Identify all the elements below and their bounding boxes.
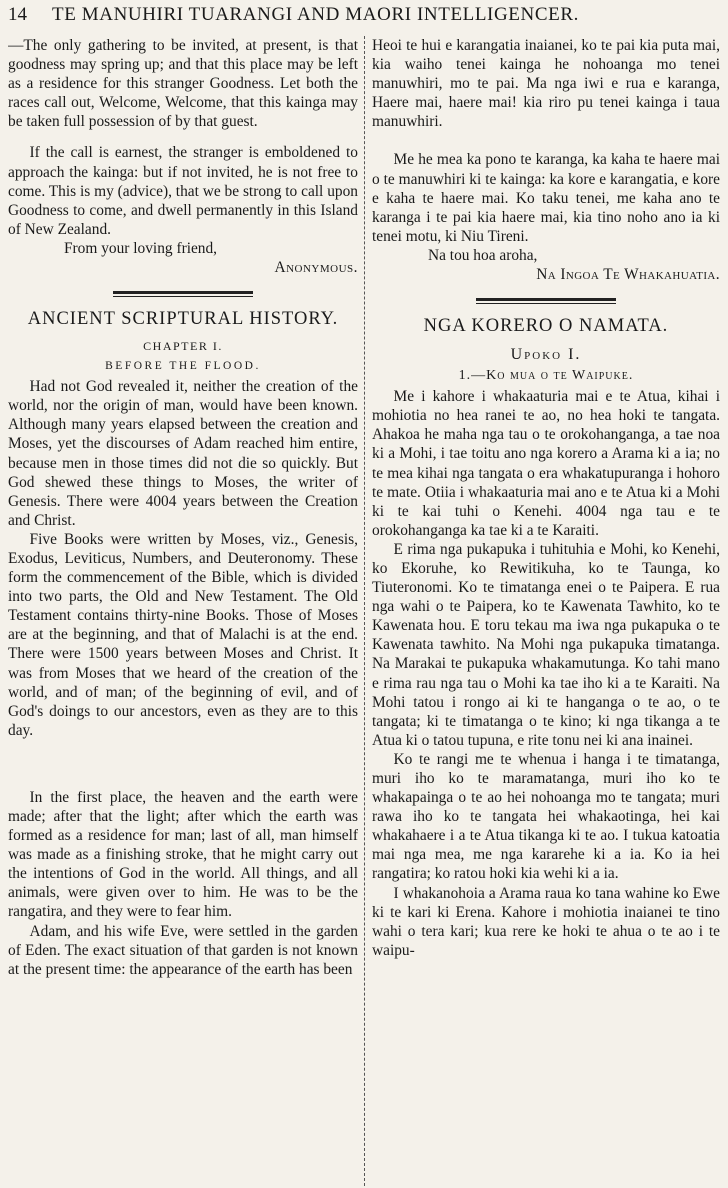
closing-mi: Na tou hoa aroha, <box>428 246 538 264</box>
subtitle-mi: 1.—Ko mua o te Waipuke. <box>458 368 634 384</box>
section-divider-mi <box>476 298 615 304</box>
column-divider <box>364 36 365 1186</box>
body-paragraph-mi-4: I whakanohoia a Arama raua ko tana wahine ko Ewe ki te kari ki Erena. Kahore i mohiotia inaianei te tino wahi o tera kari; kua rere ke hoki te ahua o te ao i te waipu- <box>372 884 720 959</box>
body-paragraph-en-2: Five Books were written by Moses, viz., Genesis, Exodus, Leviticus, Numbers, and Deuteronomy. These form the commencement of the Bible, which is divided into two parts, the Old and New Testament. The Old Testament contains thirty-nine Books. Those of Moses are at the beginning, and that of Malachi is at the end. There were 1500 years between Moses and Christ. It was from Moses that we heard of the creation of the world, and of man; of the beginning of evil, and of God's doings to our ancestors, even as they are to this day. <box>8 530 358 739</box>
body-paragraph-en-3: In the first place, the heaven and the earth were made; after that the light; after which the earth was formed as a residence for man; last of all, man himself was made as a finishing stroke, that he might carry out the intentions of God in the world. All things, and all animals, were given over to him. He was to be the rangatira, and they were to fear him. <box>8 788 358 921</box>
body-paragraph-en-1: Had not God revealed it, neither the creation of the world, nor the origin of man, would have been known. Although many years elapsed between the creation and Moses, yet the discourses of Adam reached him entire, because men in those times did not die so quickly. But God shewed these things to Moses, the writer of Genesis. There were 4004 years between the Creation and Christ. <box>8 378 358 529</box>
section-divider-en <box>113 291 253 297</box>
body-paragraph-mi-3: Ko te rangi me te whenua i hanga i te timatanga, muri iho ko te maramatanga, muri iho ko te whakapainga o te ao hei nohoanga mo te tangata; muri rawa iho ko te tangata hei whakaotinga, hei kai whakahaere i a te Atua tikanga ki te ao. I tukua katoatia mai nga mea, me nga kararehe ki a ia. Ko ia hei rangatira; ko ratou hoki kia wehi ki a ia. <box>372 750 720 883</box>
body-paragraph-en-4: Adam, and his wife Eve, were settled in the garden of Eden. The exact situation of that garden is not known at the present time: the appearance of the earth has been <box>8 922 358 978</box>
intro-paragraph-en-2: If the call is earnest, the stranger is emboldened to approach the kainga: but if not invited, he is not free to come. This is my (advice), that we be strong to call upon Goodness to come, and dwell permanently in this Island of New Zealand. <box>8 144 358 238</box>
english-column <box>8 36 358 979</box>
intro-paragraph-mi-2: Me he mea ka pono te karanga, ka kaha te haere mai o te manuwhiri ki te kainga: ka kore e karangatia, e kore e kaha te haere mai. Ko taku tenei, me kaha ano te karanga i te pai kia haere mai, kia tino noho ano ia ki tenei motu, ki Niu Tireni. <box>372 151 720 245</box>
subtitle-en: BEFORE THE FLOOD. <box>105 360 261 373</box>
section-title-mi: NGA KORERO O NAMATA. <box>423 316 669 337</box>
page-number: 14 <box>8 4 27 25</box>
body-paragraph-mi-1: Me i kahore i whakaaturia mai e te Atua, kihai i mohiotia no hea ranei te ao, no hea hoki te tangata. Ahakoa he maha nga tau o te orokohanganga, a tae noa ki a Mohi, i tae toitu ano nga korero a Arama ki a ia; no te mea kihai nga tangata o era whakatupuranga i hohoro te mate. Otiia i whakaaturia mai ano e te Atua ki a Mohi ki te kai tuhi o Kenehi. 4004 nga tau e te orokohanganga ka tae ki a te Karaiti. <box>372 388 720 539</box>
intro-paragraph-mi-1: Heoi te hui e karangatia inaianei, ko te pai kia puta mai, kia waiho tenei kainga he nohoanga mo tenei manuwhiri, mo te pai. Ma nga iwi e rua e karanga, Haere mai, haere mai! kia riro pu tenei kainga i taua manuwhiri. <box>372 37 720 131</box>
body-paragraph-mi-2: E rima nga pukapuka i tuhituhia e Mohi, ko Kenehi, ko Ekoruhe, ko Rewitikuha, ko te Taunga, ko Tiuteronomi. Ko te timatanga enei o te Paipera. E rua nga wahi o te Paipera, ko te Kawenata Tawhito, ko te Kawenata hou. E toru tekau ma iwa nga pukapuka o te Kawenata tawhito. Na Mohi nga pukapuka timatanga. Na Marakai te pukapuka whakamutunga. Ko tahi mano e rima rau nga tau o Mohi ka tae iho ki a te Karaiti. Na Mohi tatou i rongo ai ki te hanganga o te ao, o te tangata; ki te timatanga o te kino; ki nga tikanga a te Atua ki o tatou tupuna, e rite tonu nei ki ana inainei. <box>372 540 720 749</box>
section-title-en: ANCIENT SCRIPTURAL HISTORY. <box>27 309 339 330</box>
chapter-heading-en: CHAPTER I. <box>143 339 223 354</box>
maori-column <box>372 36 720 960</box>
publication-title: TE MANUHIRI TUARANGI AND MAORI INTELLIGENCER. <box>52 4 579 25</box>
signature-en: Anonymous. <box>274 259 358 277</box>
signature-mi: Na Ingoa Te Whakahuatia. <box>536 266 720 284</box>
chapter-heading-mi: Upoko I. <box>510 346 582 364</box>
page-header <box>8 2 720 28</box>
closing-en: From your loving friend, <box>64 239 218 257</box>
intro-paragraph-en-1: —The only gathering to be invited, at present, is that goodness may spring up; and that this place may be left as a residence for this stranger Goodness. Let both the races call out, Welcome, Welcome, that this kainga may be taken full possession of by that guest. <box>8 37 358 131</box>
